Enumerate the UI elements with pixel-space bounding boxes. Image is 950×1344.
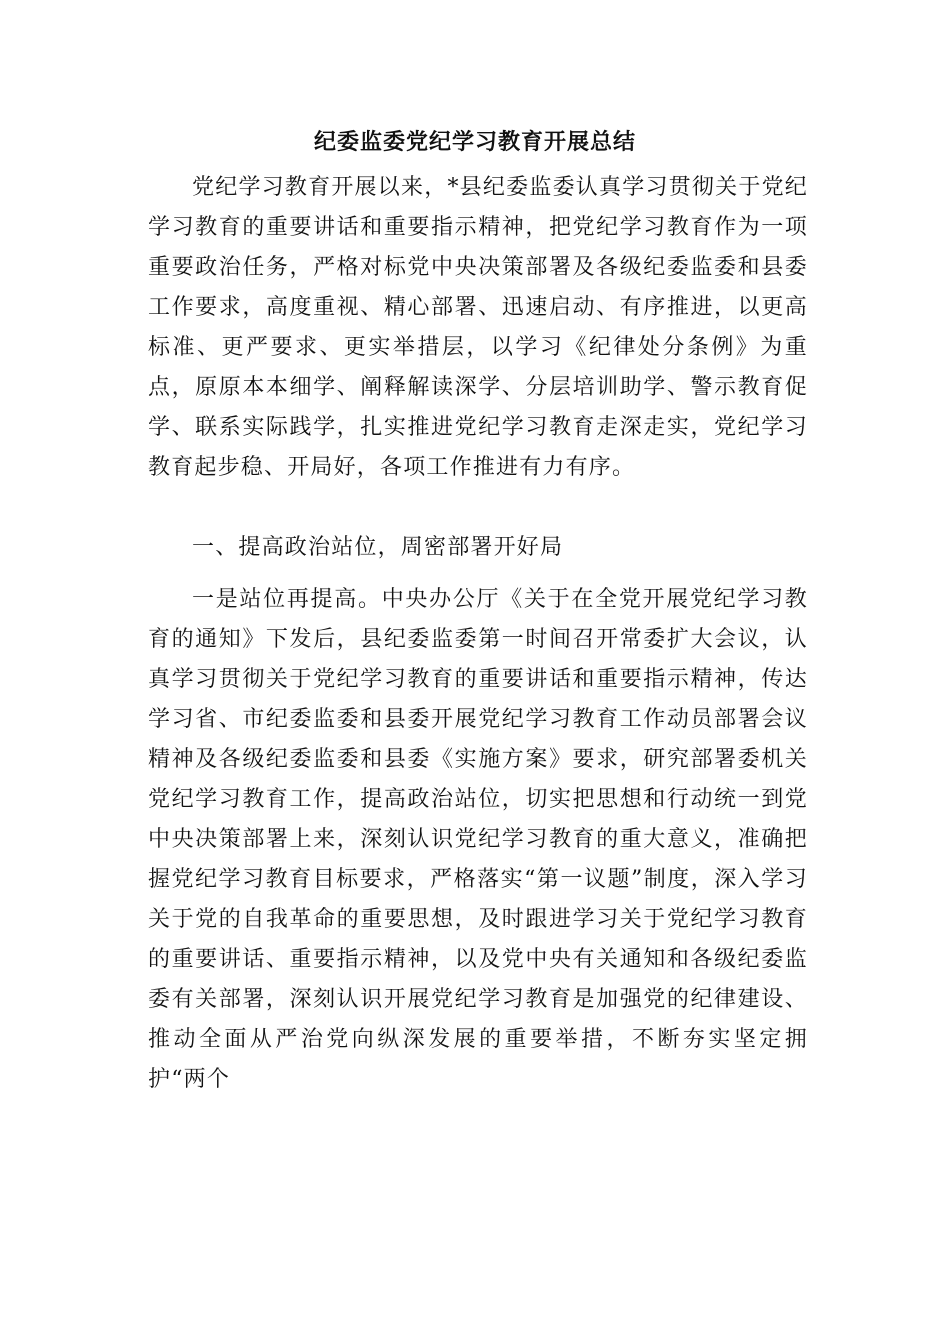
section-1-paragraph: 一是站位再提高。中央办公厅《关于在全党开展党纪学习教育的通知》下发后，县纪委监委第一时间召开常委扩大会议，认真学习贯彻关于党纪学习教育的重要讲话和重要指示精神，传达学习省、市纪委监委和县委开展党纪学习教育工作动员部署会议精神及各级纪委监委和县委《实施方案》要求，研究部署委机关党纪学习教育工作，提高政治站位，切实把思想和行动统一到党中央决策部署上来，深刻认识党纪学习教育的重大意义，准确把握党纪学习教育目标要求，严格落实“第一议题”制度，深入学习关于党的自我革命的重要思想，及时跟进学习关于党纪学习教育的重要讲话、重要指示精神，以及党中央有关通知和各级纪委监委有关部署，深刻认识开展党纪学习教育是加强党的纪律建设、推动全面从严治党向纵深发展的重要举措，不断夯实坚定拥护“两个 bbox=[148, 587, 808, 1092]
intro-paragraph: 党纪学习教育开展以来，*县纪委监委认真学习贯彻关于党纪学习教育的重要讲话和重要指示精神，把党纪学习教育作为一项重要政治任务，严格对标党中央决策部署及各级纪委监委和县委工作要求，高度重视、精心部署、迅速启动、有序推进，以更高标准、更严要求、更实举措层，以学习《纪律处分条例》为重点，原原本本细学、阐释解读深学、分层培训助学、警示教育促学、联系实际践学，扎实推进党纪学习教育走深走实，党纪学习教育起步稳、开局好，各项工作推进有力有序。 bbox=[148, 175, 808, 480]
section-heading-1: 一、提高政治站位，周密部署开好局 bbox=[192, 535, 564, 560]
document-title: 纪委监委党纪学习教育开展总结 bbox=[313, 129, 636, 155]
